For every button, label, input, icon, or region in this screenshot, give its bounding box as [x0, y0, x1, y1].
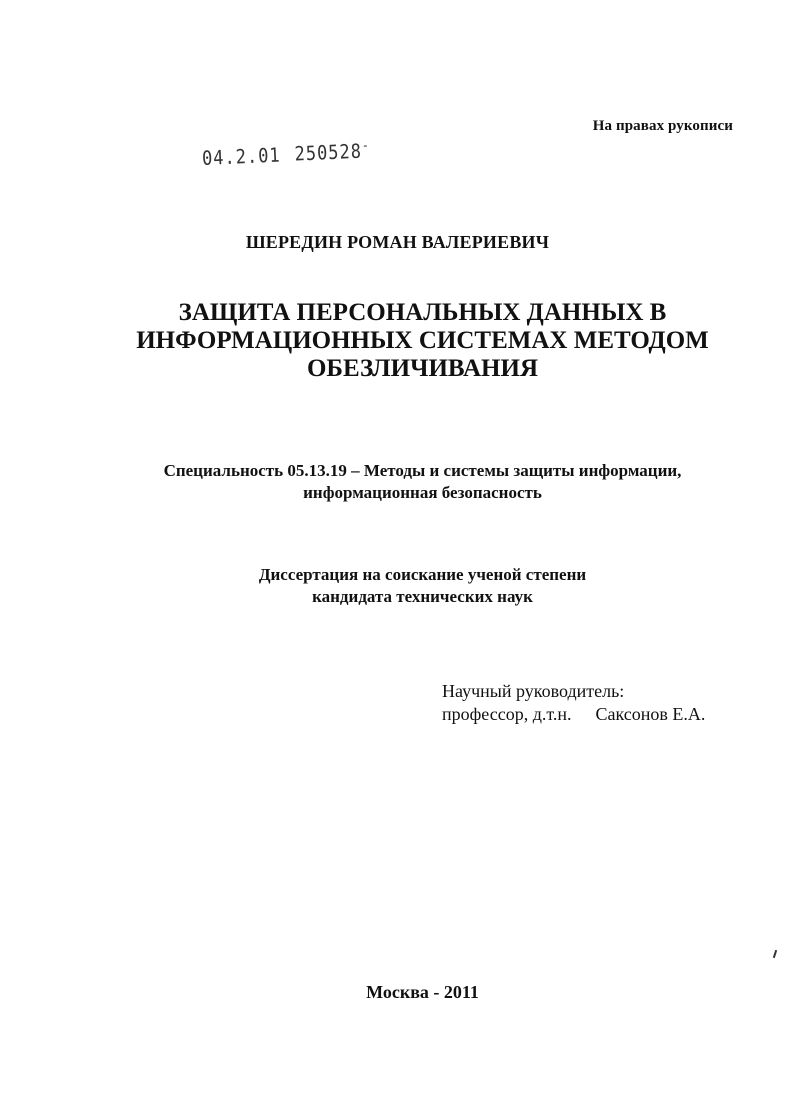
advisor-name: Саксонов Е.А.: [595, 704, 706, 724]
title-line-1: ЗАЩИТА ПЕРСОНАЛЬНЫХ ДАННЫХ В: [178, 299, 667, 326]
specialty-block: [0, 460, 795, 504]
degree-line-1: Диссертация на соискание ученой степени: [258, 565, 587, 584]
city-year: Москва - 2011: [366, 982, 479, 1002]
degree-line-2: кандидата технических наук: [312, 587, 533, 606]
specialty-line-1: Специальность 05.13.19 – Методы и системы защиты информации,: [163, 461, 682, 480]
advisor-label: Научный руководитель:: [442, 681, 625, 701]
advisor-block: [442, 680, 705, 726]
title-line-3: ОБЕЗЛИЧИВАНИЯ: [306, 355, 539, 382]
rights-note: На правах рукописи: [592, 118, 733, 134]
dissertation-title: [0, 299, 795, 383]
author-name: ШЕРЕДИН РОМАН ВАЛЕРИЕВИЧ: [245, 232, 550, 252]
title-line-2: ИНФОРМАЦИОННЫХ СИСТЕМАХ МЕТОДОМ: [136, 327, 709, 354]
specialty-line-2: информационная безопасность: [303, 483, 542, 502]
advisor-credentials: [442, 703, 705, 726]
stamp-date: 04.2.01: [201, 143, 282, 171]
scan-speck: [773, 950, 777, 958]
degree-block: [0, 564, 795, 608]
library-stamp: [201, 137, 370, 170]
stamp-number: 250528: [294, 140, 363, 167]
stamp-mark: -: [361, 136, 371, 154]
advisor-title: профессор, д.т.н.: [442, 704, 572, 724]
